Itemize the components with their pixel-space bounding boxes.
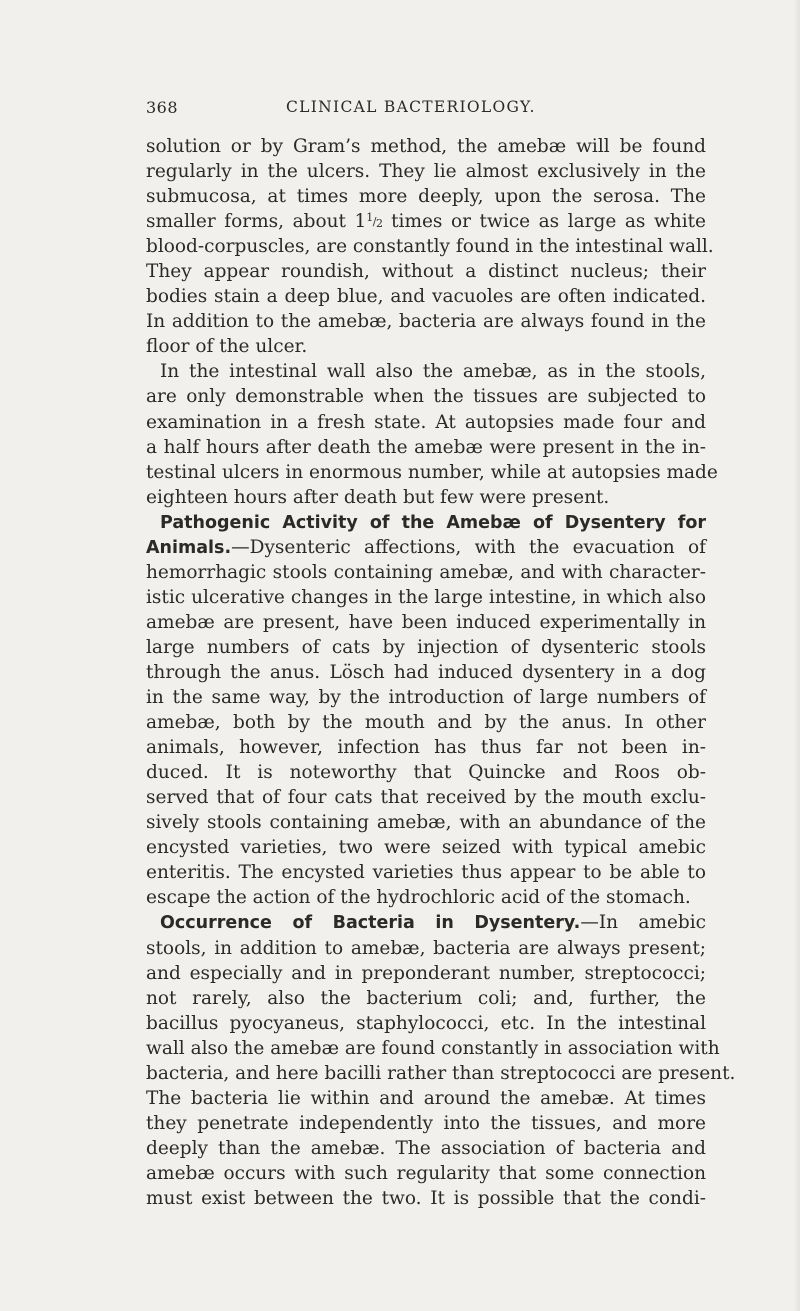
text-line: not rarely, also the bacterium coli; and, further, the — [146, 987, 706, 1009]
text-line: blood-corpuscles, are constantly found in the intestinal wall. — [146, 236, 714, 258]
text-line: large numbers of cats by injection of dysenteric stools — [146, 636, 706, 658]
fraction-slash: / — [372, 215, 377, 229]
text-line: amebæ occurs with such regularity that some connection — [146, 1162, 706, 1184]
text-line: examination in a fresh state. At autopsies made four and — [146, 411, 706, 433]
text-line: through the anus. Lösch had induced dysentery in a dog — [146, 661, 706, 683]
text-line: duced. It is noteworthy that Quincke and Roos ob- — [146, 762, 706, 784]
text-line: encysted varieties, two were seized with typical amebic — [146, 837, 706, 859]
text-line: bacteria, and here bacilli rather than streptococci are present. — [146, 1062, 736, 1084]
text-line: testinal ulcers in enormous number, while at autopsies made — [146, 461, 718, 483]
section-heading: Pathogenic Activity of the Amebæ of Dysentery for — [160, 512, 706, 533]
section-heading: Occurrence of Bacteria in Dysentery. — [160, 913, 581, 934]
text-line: The bacteria lie within and around the amebæ. At times — [146, 1087, 706, 1109]
text-line: they penetrate independently into the tissues, and more — [146, 1112, 706, 1134]
text-line: They appear roundish, without a distinct nucleus; their — [146, 261, 706, 283]
text-segment: —In amebic — [580, 912, 706, 934]
text-line: must exist between the two. It is possible that the condi- — [146, 1187, 706, 1209]
text-line: deeply than the amebæ. The association of bacteria and — [146, 1137, 706, 1159]
text-line — [146, 910, 706, 935]
fraction-one-half — [366, 212, 382, 229]
text-line: eighteen hours after death but few were present. — [146, 486, 610, 508]
fraction-denominator: 2 — [376, 217, 383, 231]
text-line: enteritis. The encysted varieties thus appear to be able to — [146, 862, 706, 884]
text-line: bacillus pyocyaneus, staphylococci, etc. In the intestinal — [146, 1012, 706, 1034]
text-segment: smaller forms, about — [146, 211, 346, 233]
text-line: animals, however, infection has thus far not been in- — [146, 737, 706, 759]
text-line: amebæ are present, have been induced experimentally in — [146, 611, 706, 633]
text-line: amebæ, both by the mouth and by the anus. In other — [146, 712, 706, 734]
text-line-with-fraction — [146, 209, 706, 234]
fraction-whole: 1 — [354, 211, 367, 233]
text-line: submucosa, at times more deeply, upon the serosa. The — [146, 186, 706, 208]
text-line: stools, in addition to amebæ, bacteria are always present; — [146, 937, 706, 959]
text-line: sively stools containing amebæ, with an abundance of the — [146, 812, 706, 834]
section-heading-continued: Animals. — [146, 537, 232, 558]
body-text — [146, 134, 736, 1211]
section-heading-line — [146, 510, 706, 535]
text-line: solution or by Gram’s method, the amebæ will be found — [146, 136, 706, 157]
text-line: wall also the amebæ are found constantly in association with — [146, 1037, 720, 1059]
page-number: 368 — [146, 98, 179, 117]
running-title: CLINICAL BACTERIOLOGY. — [286, 98, 536, 116]
text-line: bodies stain a deep blue, and vacuoles are often indicated. — [146, 286, 706, 308]
text-line: in the same way, by the introduction of large numbers of — [146, 687, 706, 709]
text-line: floor of the ulcer. — [146, 336, 308, 358]
text-line — [146, 535, 706, 560]
text-line: escape the action of the hydrochloric acid of the stomach. — [146, 887, 691, 909]
text-line: are only demonstrable when the tissues are subjected to — [146, 386, 706, 408]
running-head — [146, 98, 706, 122]
fraction-numerator: 1 — [366, 211, 373, 225]
text-line: hemorrhagic stools containing amebæ, and with character- — [146, 561, 706, 583]
text-line: In the intestinal wall also the amebæ, as in the stools, — [160, 361, 706, 383]
text-line: In addition to the amebæ, bacteria are always found in the — [146, 311, 706, 333]
text-segment: times or twice as large as white — [391, 211, 706, 233]
text-line: and especially and in preponderant number, streptococci; — [146, 962, 706, 984]
text-line: regularly in the ulcers. They lie almost exclusively in the — [146, 161, 706, 183]
text-line: served that of four cats that received by the mouth exclu- — [146, 787, 706, 809]
page-edge-shadow — [794, 0, 800, 1311]
text-line: a half hours after death the amebæ were present in the in- — [146, 436, 706, 458]
text-line: istic ulcerative changes in the large intestine, in which also — [146, 586, 706, 608]
text-segment: —Dysenteric affections, with the evacuation of — [231, 536, 706, 558]
